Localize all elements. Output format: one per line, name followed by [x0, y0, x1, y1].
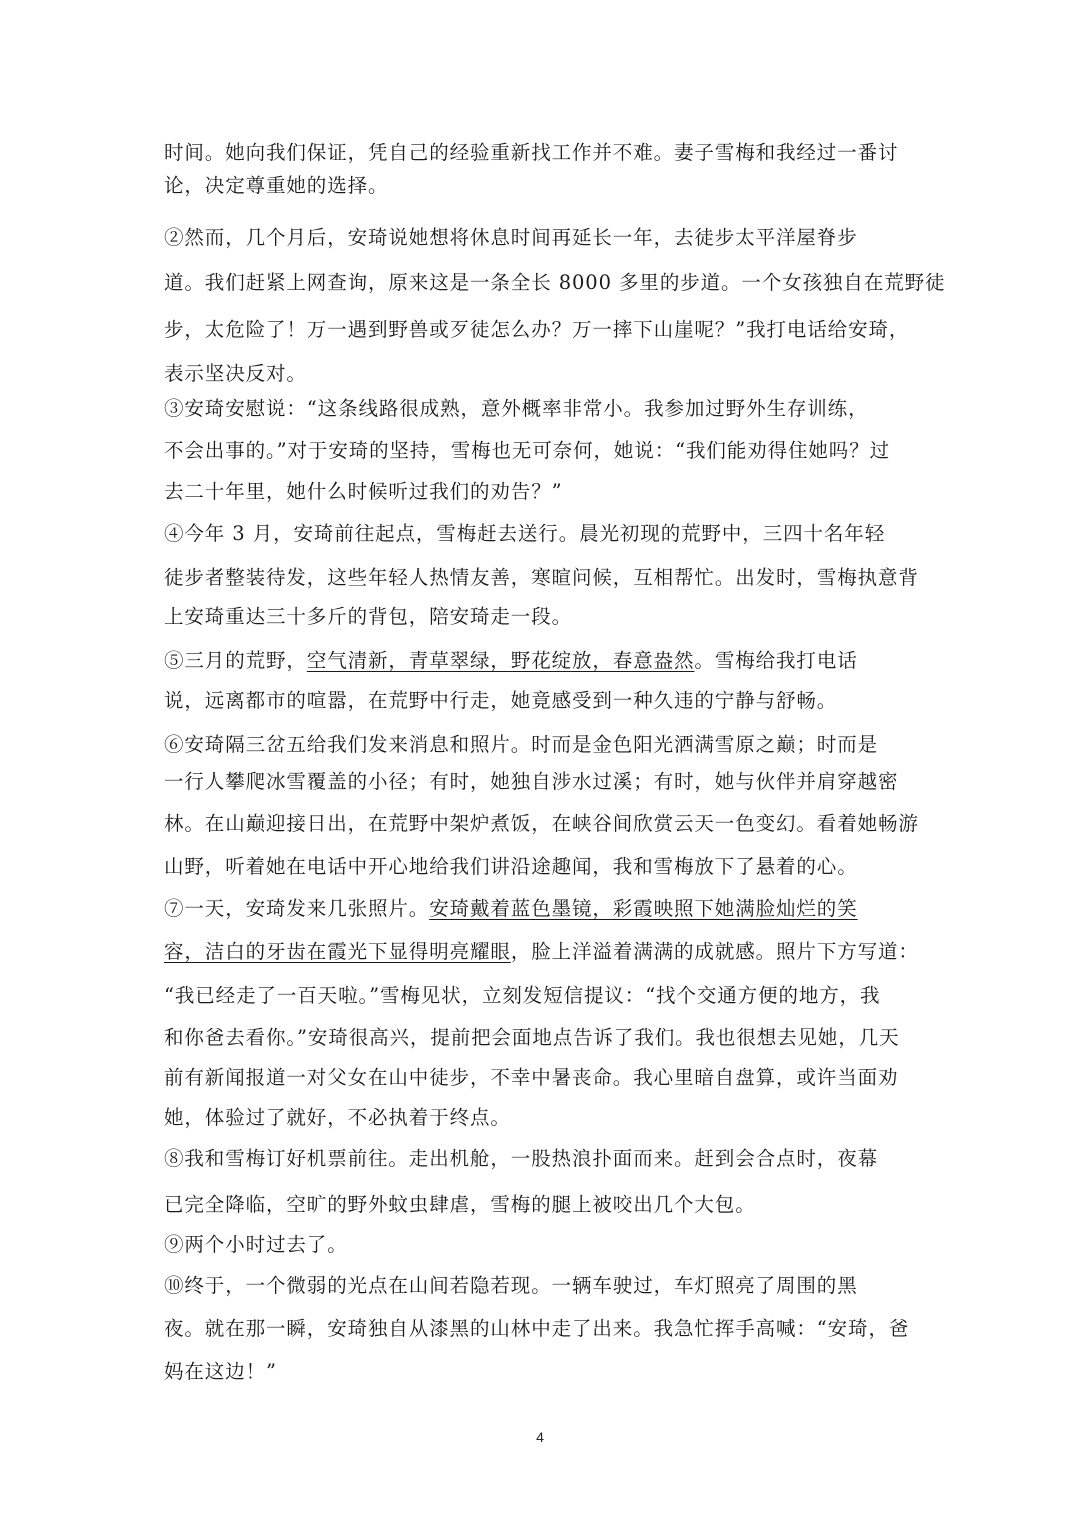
text-segment: 。雪梅给我打电话: [694, 649, 858, 672]
underlined-text: 安琦戴着蓝色墨镜，彩霞映照下她满脸灿烂的笑: [429, 897, 858, 920]
paragraph-6-line: ⑥安琦隔三岔五给我们发来消息和照片。时而是金色阳光洒满雪原之巅；时而是: [164, 733, 879, 756]
paragraph-7-line: [164, 894, 858, 924]
paragraph-7-line: [164, 937, 919, 967]
underlined-text: 空气清新，青草翠绿，野花绽放，春意盎然: [306, 649, 695, 672]
paragraph-5-line: 说，远离都市的喧嚣，在荒野中行走，她竟感受到一种久违的宁静与舒畅。: [164, 689, 838, 712]
paragraph-10-line: ⑩终于，一个微弱的光点在山间若隐若现。一辆车驶过，车灯照亮了周围的黑: [164, 1274, 858, 1297]
paragraph-6-line: 林。在山巅迎接日出，在荒野中架炉煮饭，在峡谷间欣赏云天一色变幻。看着她畅游: [164, 812, 919, 835]
paragraph-7-line: 前有新闻报道一对父女在山中徒步，不幸中暑丧命。我心里暗自盘算，或许当面劝: [164, 1066, 899, 1089]
paragraph-3-line: 去二十年里，她什么时候听过我们的劝告？”: [164, 480, 563, 503]
text-line: 时间。她向我们保证，凭自己的经验重新找工作并不难。妻子雪梅和我经过一番讨: [164, 141, 899, 164]
paragraph-7-line: 和你爸去看你。”安琦很高兴，提前把会面地点告诉了我们。我也很想去见她，几天: [164, 1026, 900, 1049]
text-segment: ⑤三月的荒野，: [164, 649, 307, 672]
paragraph-2-line: 道。我们赶紧上网查询，原来这是一条全长 8000 多里的步道。一个女孩独自在荒野徒: [164, 271, 946, 294]
paragraph-10-line: 夜。就在那一瞬，安琦独自从漆黑的山林中走了出来。我急忙挥手高喊：“安琦，爸: [164, 1317, 910, 1340]
paragraph-3-line: ③安琦安慰说：“这条线路很成熟，意外概率非常小。我参加过野外生存训练，: [164, 397, 869, 420]
paragraph-7-line: “我已经走了一百天啦。”雪梅见状，立刻发短信提议：“找个交通方便的地方，我: [164, 984, 881, 1007]
paragraph-3-line: 不会出事的。”对于安琦的坚持，雪梅也无可奈何，她说：“我们能劝得住她吗？过: [164, 439, 890, 462]
paragraph-2-line: ②然而，几个月后，安琦说她想将休息时间再延长一年，去徒步太平洋屋脊步: [164, 226, 858, 249]
text-segment: ，脸上洋溢着满满的成就感。照片下方写道：: [510, 940, 919, 963]
paragraph-5-line: [164, 646, 858, 676]
paragraph-9-line: ⑨两个小时过去了。: [164, 1233, 348, 1256]
text-line: 论，决定尊重她的选择。: [164, 174, 389, 197]
paragraph-8-line: ⑧我和雪梅订好机票前往。走出机舱，一股热浪扑面而来。赶到会合点时，夜幕: [164, 1147, 879, 1170]
paragraph-8-line: 已完全降临，空旷的野外蚊虫肆虐，雪梅的腿上被咬出几个大包。: [164, 1193, 756, 1216]
paragraph-10-line: 妈在这边！”: [164, 1360, 277, 1383]
paragraph-6-line: 一行人攀爬冰雪覆盖的小径；有时，她独自涉水过溪；有时，她与伙伴并肩穿越密: [164, 770, 899, 793]
paragraph-6-line: 山野，听着她在电话中开心地给我们讲沿途趣闻，我和雪梅放下了悬着的心。: [164, 855, 858, 878]
underlined-text: 容，洁白的牙齿在霞光下显得明亮耀眼: [164, 940, 511, 963]
text-segment: ⑦一天，安琦发来几张照片。: [164, 897, 430, 920]
paragraph-4-line: 上安琦重达三十多斤的背包，陪安琦走一段。: [164, 605, 573, 628]
paragraph-7-line: 她，体验过了就好，不必执着于终点。: [164, 1106, 511, 1129]
paragraph-4-line: 徒步者整装待发，这些年轻人热情友善，寒暄问候，互相帮忙。出发时，雪梅执意背: [164, 566, 919, 589]
paragraph-2-line: 表示坚决反对。: [164, 362, 307, 385]
paragraph-2-line: 步，太危险了！万一遇到野兽或歹徒怎么办？万一摔下山崖呢？”我打电话给安琦，: [164, 318, 910, 341]
paragraph-4-line: ④今年 3 月，安琦前往起点，雪梅赶去送行。晨光初现的荒野中，三四十名年轻: [164, 522, 886, 545]
page-number: 4: [536, 1429, 544, 1445]
